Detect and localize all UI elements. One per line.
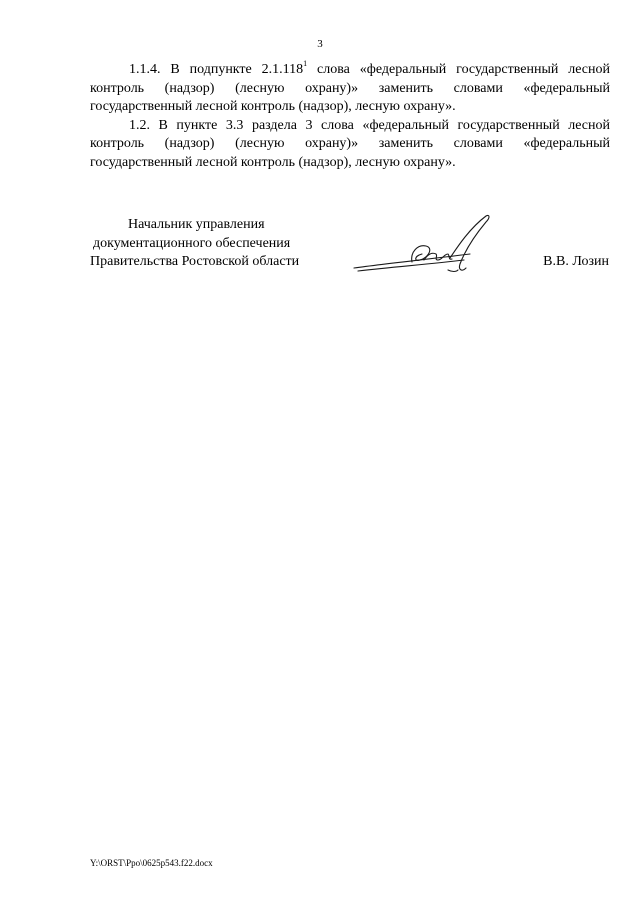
paragraph-1-1-4 — [90, 61, 610, 117]
signatory-title-line-1: Начальник управления — [128, 217, 265, 232]
paragraph-1-2: 1.2. В пункте 3.3 раздела 3 слова «федеральный государственный лесной контроль (надзор) (лесную охрану)» заменить словами «федеральный государственный лесной контроль (надзор), лесную охрану». — [90, 117, 610, 170]
paragraph-1-1-4-start: 1.1.4. В подпункте 2.1.118 — [129, 62, 304, 77]
page-number: 3 — [317, 38, 323, 50]
superscript-index: 1 — [303, 59, 308, 69]
signatory-title-line-3: Правительства Ростовской области — [90, 254, 300, 269]
document-body — [90, 61, 610, 172]
handwritten-signature-icon — [352, 210, 502, 280]
signatory-name: В.В. Лозин — [543, 254, 609, 269]
signatory-title-line-2: документационного обеспечения — [93, 235, 291, 251]
signatory-title — [90, 216, 330, 272]
footer-file-path: Y:\ORST\Ppo\0625p543.f22.docx — [90, 858, 213, 868]
paragraph-1-1-4-end: слова «федеральный государственный лесной контроль (надзор) (лесную охрану)» заменить словами «федеральный государственный лесной контроль (надзор), лесную охрану». — [90, 62, 611, 114]
